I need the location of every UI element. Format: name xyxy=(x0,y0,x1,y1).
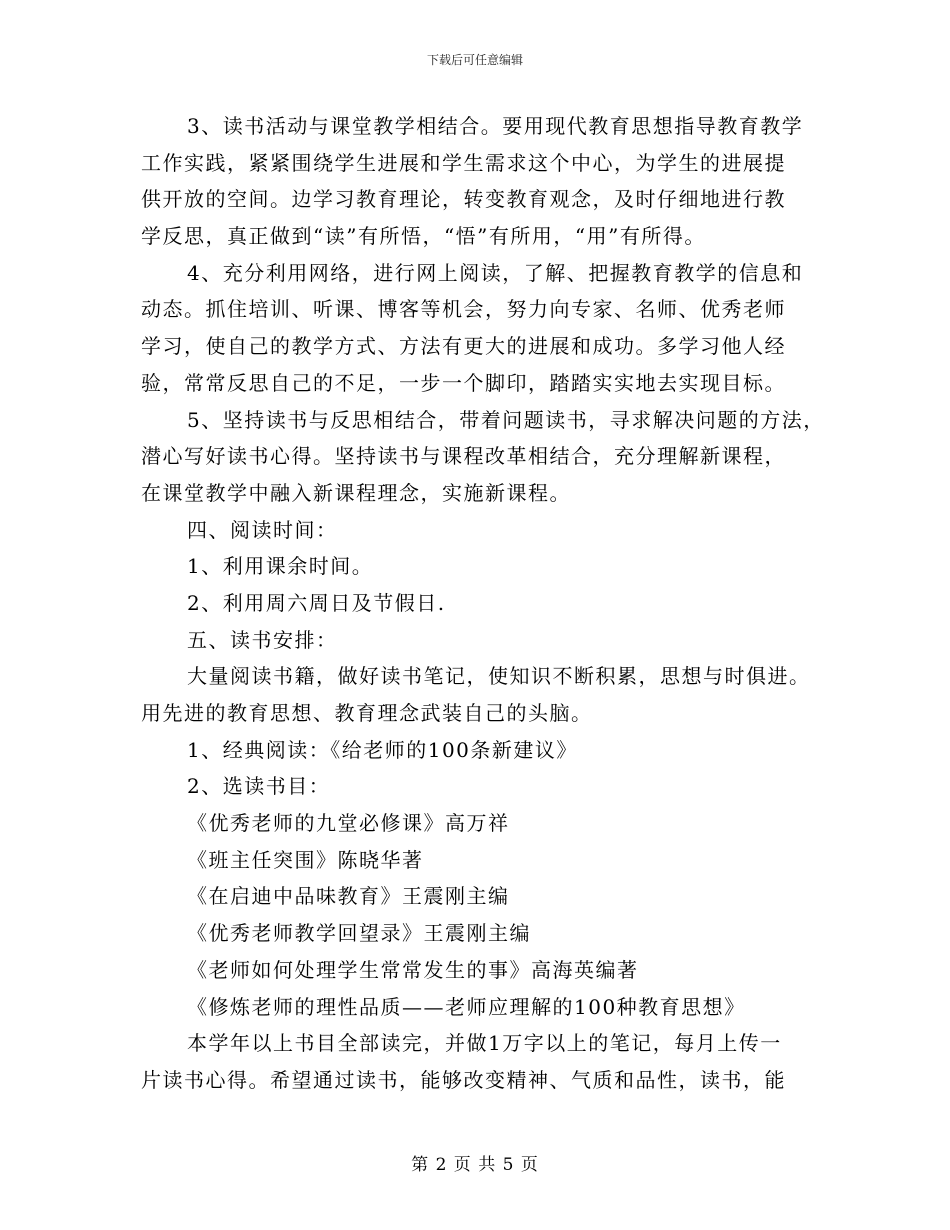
text-line: 本学年以上书目全部读完，并做1万字以上的笔记，每月上传一 xyxy=(187,1031,782,1056)
text-line: 《优秀老师教学回望录》王震刚主编 xyxy=(187,921,531,946)
text-line: 验，常常反思自己的不足，一步一个脚印，踏踏实实地去实现目标。 xyxy=(141,370,786,395)
page-header: 下载后可任意编辑 xyxy=(426,53,523,67)
text-line: 1、经典阅读：《给老师的100条新建议》 xyxy=(187,737,578,762)
text-line: 《修炼老师的理性品质——老师应理解的100种教育思想》 xyxy=(187,994,746,1019)
text-line: 五、读书安排： xyxy=(187,627,338,652)
text-line: 大量阅读书籍，做好读书笔记，使知识不断积累，思想与时俱进。 xyxy=(187,664,811,689)
text-line: 《班主任突围》陈晓华著 xyxy=(187,847,424,872)
text-line: 2、利用周六周日及节假日. xyxy=(187,590,446,615)
text-line: 3、读书活动与课堂教学相结合。要用现代教育思想指导教育教学 xyxy=(187,114,804,138)
text-line: 供开放的空间。边学习教育理论，转变教育观念，及时仔细地进行教 xyxy=(141,187,786,212)
document-body xyxy=(141,108,831,1099)
text-line: 在课堂教学中融入新课程理念，实施新课程。 xyxy=(141,480,571,505)
text-line: 5、坚持读书与反思相结合，带着问题读书，寻求解决问题的方法， xyxy=(187,407,825,432)
text-line: 学习，使自己的教学方式、方法有更大的进展和成功。多学习他人经 xyxy=(141,334,786,359)
page-footer: 第 2 页 共 5 页 xyxy=(411,1155,539,1175)
text-line: 4、充分利用网络，进行网上阅读，了解、把握教育教学的信息和 xyxy=(187,260,804,285)
text-line: 四、阅读时间： xyxy=(187,517,338,542)
text-line: 2、选读书目： xyxy=(187,774,331,799)
text-line: 《老师如何处理学生常常发生的事》高海英编著 xyxy=(187,957,639,982)
text-line: 动态。抓住培训、听课、博客等机会，努力向专家、名师、优秀老师 xyxy=(141,297,786,322)
text-line: 《优秀老师的九堂必修课》高万祥 xyxy=(187,811,510,836)
text-line: 1、利用课余时间。 xyxy=(187,554,374,579)
text-line: 片读书心得。希望通过读书，能够改变精神、气质和品性，读书，能 xyxy=(141,1067,786,1092)
text-line: 学反思，真正做到“读”有所悟，“悟”有所用，“用”有所得。 xyxy=(141,224,706,249)
text-line: 《在启迪中品味教育》王震刚主编 xyxy=(187,884,510,909)
text-line: 工作实践，紧紧围绕学生进展和学生需求这个中心，为学生的进展提 xyxy=(141,150,786,175)
text-line: 潜心写好读书心得。坚持读书与课程改革相结合，充分理解新课程， xyxy=(141,444,786,469)
text-line: 用先进的教育思想、教育理念武装自己的头脑。 xyxy=(141,701,593,725)
